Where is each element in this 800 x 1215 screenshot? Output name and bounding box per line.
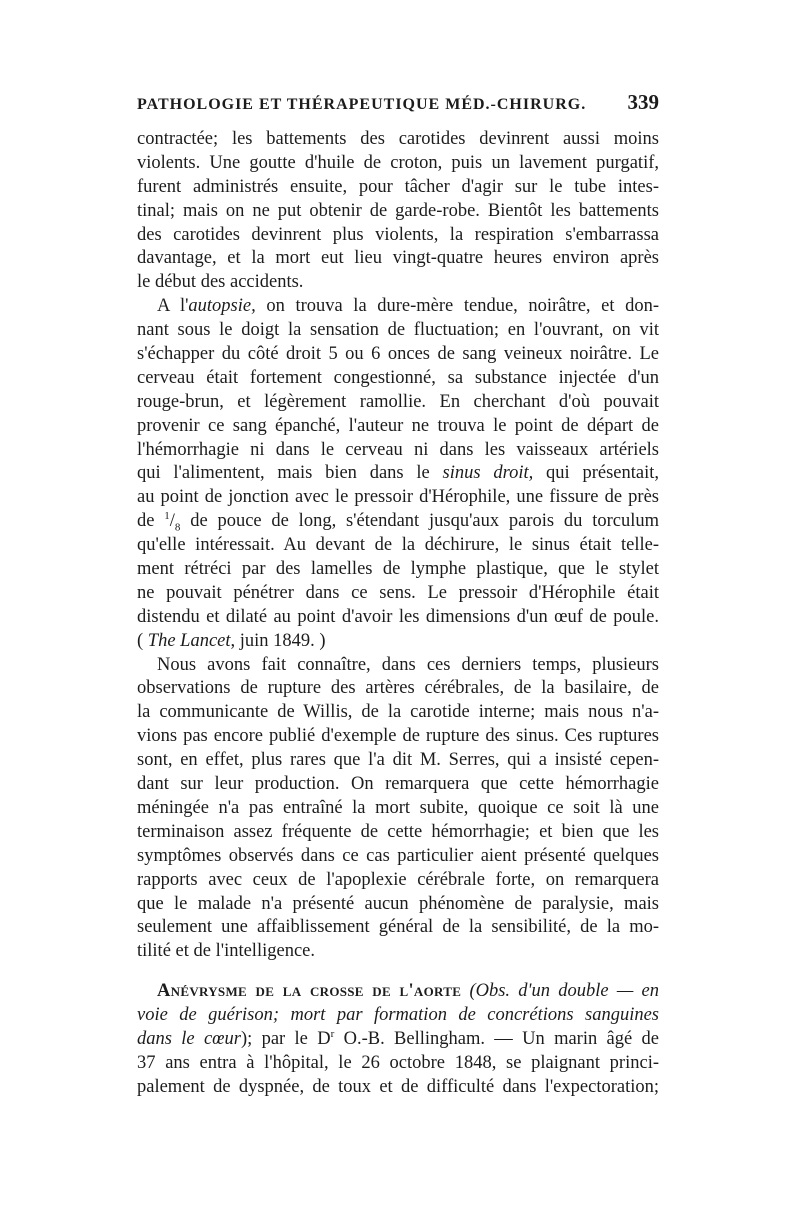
text-line: ne pouvait pénétrer dans ce sens. Le pressoir d'Hérophile était [137, 582, 659, 603]
fraction: $^1/_8$ [164, 510, 181, 534]
text-line: tinal; mais on ne put obtenir de garde-robe. Bientôt les battements [137, 200, 659, 221]
text-line [137, 980, 659, 1004]
text-line: s'échapper du côté droit 5 ou 6 onces de sang veineux noirâtre. Le [137, 344, 659, 365]
text-line: nant sous le doigt la sensation de fluctuation; en l'ouvrant, on vit [137, 320, 659, 341]
text-line: qu'elle intéressait. Au devant de la déchirure, le sinus était telle- [137, 535, 659, 556]
paragraph-3 [137, 654, 659, 965]
italic-subtitle: dans le cœur [137, 1028, 241, 1049]
text-line: 37 ans entra à l'hôpital, le 26 octobre 1848, se plaignant princi- [137, 1052, 659, 1073]
page-header [137, 90, 659, 120]
text-line [137, 462, 659, 486]
text-run: O.-B. Bellingham. — Un marin âgé de [334, 1028, 660, 1049]
text-line: des carotides devinrent plus violents, la respiration s'embarrassa [137, 224, 659, 245]
text-line: au point de jonction avec le pressoir d'Hérophile, une fissure de près [137, 487, 659, 508]
section-gap [137, 964, 659, 980]
text-line: palement de dyspnée, de toux et de difficulté dans l'expectoration; [137, 1076, 659, 1097]
text-line: seulement une affaiblissement général de la sensibilité, de la mo- [137, 917, 659, 938]
page-number: 339 [627, 90, 659, 114]
article-heading: Anévrysme de la crosse de l'aorte [157, 981, 462, 1002]
italic-subtitle: (Obs. d'un double — en [461, 981, 659, 1002]
paragraph-1 [137, 128, 659, 295]
text-line: rouge-brun, et légèrement ramollie. En cherchant d'où pouvait [137, 391, 659, 412]
text-line: tilité et de l'intelligence. [137, 941, 315, 962]
text-line: davantage, et la mort eut lieu vingt-quatre heures environ après [137, 248, 659, 269]
italic-term: sinus droit, [442, 463, 534, 484]
text-run: A l' [157, 296, 189, 317]
text-line: que le malade n'a présenté aucun phénomène de paralysie, mais [137, 893, 659, 914]
paragraph-2 [137, 295, 659, 653]
text-run: ( [137, 630, 148, 651]
italic-subtitle: voie de guérison; mort par formation de concrétions sanguines [137, 1005, 659, 1026]
text-line: symptômes observés dans ce cas particulier aient présenté quelques [137, 845, 659, 866]
text-line [137, 295, 659, 319]
text-line: distendu et dilaté au point d'avoir les dimensions d'un œuf de poule. [137, 606, 659, 627]
text-run: qui présentait, [533, 463, 659, 484]
text-line: vions pas encore publié d'exemple de rupture des sinus. Ces ruptures [137, 726, 659, 747]
text-line: furent administrés ensuite, pour tâcher d'agir sur le tube intes- [137, 176, 659, 197]
italic-term: autopsie, [188, 296, 256, 317]
fraction-denominator: 8 [174, 521, 181, 534]
text-line: l'hémorrhagie ni dans le cerveau ni dans les vaisseaux artériels [137, 439, 659, 460]
text-run: de pouce de long, s'étendant jusqu'aux parois du torculum [180, 511, 659, 532]
running-title: PATHOLOGIE ET THÉRAPEUTIQUE MÉD.-CHIRURG. [137, 96, 587, 113]
text-line: Nous avons fait connaître, dans ces derniers temps, plusieurs [157, 654, 659, 675]
page-body [137, 128, 659, 1100]
fraction-numerator: 1 [164, 510, 170, 523]
text-line: provenir ce sang épanché, l'auteur ne trouva le point de départ de [137, 415, 659, 436]
text-line: observations de rupture des artères cérébrales, de la basilaire, de [137, 678, 659, 699]
text-line: sont, en effet, plus rares que l'a dit M. Serres, qui a insisté cepen- [137, 750, 659, 771]
text-run: qui l'alimentent, mais bien dans le [137, 463, 443, 484]
text-line: rapports avec ceux de l'apoplexie cérébrale forte, on remarquera [137, 869, 659, 890]
text-line: cerveau était fortement congestionné, sa substance injectée d'un [137, 367, 659, 388]
text-line: terminaison assez fréquente de cette hémorrhagie; et bien que les [137, 821, 659, 842]
citation-line [137, 630, 659, 654]
paragraph-4 [137, 980, 659, 1099]
text-line [137, 1028, 659, 1052]
text-line: ment rétréci par des lamelles de lymphe plastique, que le stylet [137, 559, 659, 580]
text-line: dant sur leur production. On remarquera que cette hémorrhagie [137, 774, 659, 795]
text-run: ); par le D [240, 1028, 331, 1049]
text-line [137, 1004, 659, 1028]
text-line: contractée; les battements des carotides devinrent aussi moins [137, 129, 659, 149]
text-line: la communicante de Willis, de la carotide interne; mais nous n'a- [137, 702, 659, 723]
superscript: r [330, 1027, 335, 1040]
text-run: on trouva la dure-mère tendue, noirâtre, et don- [255, 296, 660, 317]
text-line: violents. Une goutte d'huile de croton, puis un lavement purgatif, [137, 152, 659, 173]
text-run: , juin 1849. ) [230, 630, 326, 651]
text-line: le début des accidents. [137, 272, 304, 293]
journal-title: The Lancet [147, 630, 231, 651]
text-line [137, 510, 659, 534]
text-run: de [137, 511, 165, 532]
text-line: méningée n'a pas entraîné la mort subite, quoique ce soit là une [137, 797, 659, 818]
